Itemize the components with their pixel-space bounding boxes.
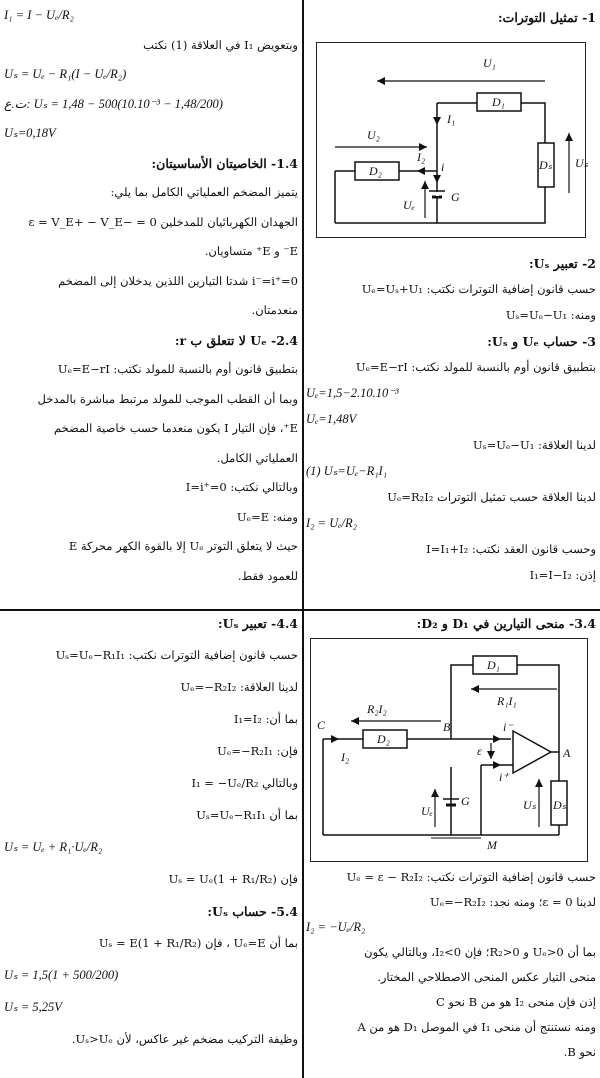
right-top-line: Uₑ=1,5−2.10.10⁻³: [306, 386, 399, 400]
right-top-line: (1) Uₛ=Uₑ−R₁I₁: [306, 464, 388, 478]
right-bottom-column: [306, 614, 596, 1076]
label-d2: D₂: [369, 164, 382, 178]
right-bottom-line: لدينا ε = 0؛ ومنه نجد: Uₑ=−R₂I₂: [430, 895, 596, 909]
left-top-line: Uₛ = Uₑ − R₁(I − Uₑ/R₂): [4, 67, 127, 81]
left-top-line: ومنه: Uₑ=E: [236, 509, 298, 524]
left-top-line: وبتعويض I₁ في العلاقة (1) نكتب: [143, 37, 298, 52]
right-top-line: إذن: I₁=I−I₂: [529, 568, 596, 582]
left-top-line: وبما أن القطب الموجب للمولد مرتبط مباشرة بالمدخل: [37, 391, 298, 406]
c2-label-a: A: [563, 746, 571, 760]
right-bottom-line: منحى التيار عكس المنحى الاصطلاحي المختار.: [377, 970, 596, 984]
c2-label-ue: Uₑ: [421, 804, 433, 818]
c2-label-us: Uₛ: [523, 798, 537, 812]
right-bottom-line: إذن فإن منحى I₂ هو من B نحو C: [435, 995, 596, 1009]
label-d1: D₁: [492, 95, 505, 109]
right-bottom-line: بما أن Uₑ>0 و R₂>0؛ فإن I₂<0، وبالتالي يكون: [364, 945, 596, 959]
left-top-line: 2.4- Uₑ لا تتعلق ب r:: [174, 332, 298, 348]
left-bottom-line: وظيفة التركيب مضخم غير عاكس، لأن Uₛ>Uₑ.: [71, 1032, 298, 1046]
c2-label-r2i2: R₂I₂: [367, 702, 387, 716]
left-top-line: Uₛ=0,18V: [4, 126, 56, 140]
left-top-line: I₁ = I − Uₑ/R₂: [4, 8, 74, 22]
circuit-1-svg: [317, 43, 589, 237]
circuit-diagram-2: [310, 638, 588, 862]
right-top-line: لدينا العلاقة: Uₛ=Uₑ−U₁: [473, 438, 596, 452]
right-top-text: [306, 256, 596, 606]
left-top-line: الجهدان الكهربائيان للمدخلين ε = V_E+ − V_E− = 0: [28, 214, 298, 229]
right-top-column: [306, 4, 596, 606]
label-ue: Uₑ: [403, 198, 415, 212]
c2-label-g: G: [461, 794, 470, 808]
c2-label-epsilon: ε: [477, 744, 482, 758]
left-top-line: بتطبيق قانون أوم بالنسبة للمولد نكتب: Uₑ=E−rI: [57, 362, 298, 376]
right-top-line: ومنه: Uₛ=Uₑ−U₁: [505, 308, 596, 322]
left-top-line: ت.ع: Uₛ = 1,48 − 500(10.10⁻³ − 1,48/200): [4, 96, 223, 111]
c2-label-r1i1: R₁I₁: [497, 694, 517, 708]
left-bottom-line: بما أن Uₑ=E ، فإن Uₛ = E(1 + R₁/R₂): [98, 936, 298, 950]
c2-label-i-minus: i⁻: [503, 720, 513, 734]
left-bottom-line: وبالتالي I₁ = −Uₑ/R₂: [191, 776, 298, 790]
right-top-line: لدينا العلاقة حسب تمثيل التوترات Uₑ=R₂I₂: [387, 490, 596, 504]
label-u2: U₂: [367, 128, 380, 142]
left-bottom-line: بما أن Uₛ=Uₑ−R₁I₁: [196, 808, 298, 822]
right-top-line: Uₑ=1,48V: [306, 412, 357, 426]
right-bottom-text: [306, 870, 596, 1076]
label-i: i: [441, 160, 445, 174]
c2-label-d1: D₁: [487, 658, 500, 672]
c2-label-ds: Dₛ: [553, 798, 567, 812]
right-top-line: I₂ = Uₑ/R₂: [306, 516, 357, 530]
c2-label-m: M: [487, 838, 497, 852]
left-top-line: E⁻ و E⁺ متساويان.: [204, 244, 298, 258]
right-top-line: وحسب قانون العقد نكتب: I=I₁+I₂: [426, 542, 596, 556]
left-bottom-line: 5.4- حساب Uₛ:: [207, 904, 298, 919]
right-top-line: 2- تعبير Uₛ:: [528, 256, 596, 271]
circuit-2-svg: [311, 639, 587, 861]
section-title-representation: 1- تمثيل التوترات:: [497, 10, 596, 25]
left-top-line: يتميز المضخم العملياتي الكامل بما يلي:: [110, 185, 298, 199]
c2-label-b: B: [443, 720, 451, 734]
left-top-line: E⁺، فإن التيار I يكون منعدما حسب خاصية المضخم: [53, 421, 298, 435]
label-ds: Dₛ: [539, 158, 553, 172]
left-bottom-line: 4.4- تعبير Uₛ:: [217, 616, 298, 631]
left-bottom-line: بما أن: I₁=I₂: [233, 712, 298, 726]
left-top-column: [4, 4, 298, 606]
right-bottom-line: ومنه نستنتج أن منحى I₁ في الموصل D₁ هو من A: [357, 1020, 596, 1034]
left-top-line: حيث لا يتعلق التوتر Uₑ إلا بالقوة الكهر محركة E: [68, 539, 298, 553]
left-bottom-line: فإن: Uₑ=−R₂I₁: [217, 744, 298, 758]
c2-label-i-plus: i⁺: [499, 770, 509, 784]
label-i1: I₁: [447, 112, 456, 126]
right-bottom-line: حسب قانون إضافية التوترات نكتب: Uₑ = ε − R₂I₂: [346, 870, 596, 884]
left-bottom-line: Uₛ = 5,25V: [4, 1000, 62, 1014]
c2-label-d2: D₂: [377, 732, 390, 746]
column-divider: [302, 0, 304, 1078]
label-us: Uₛ: [575, 156, 589, 170]
section-divider: [0, 609, 600, 611]
right-top-line: 3- حساب Uₑ و Uₛ:: [487, 334, 596, 349]
left-bottom-line: Uₛ = 1,5(1 + 500/200): [4, 968, 119, 982]
left-top-line: منعدمتان.: [251, 303, 298, 317]
left-bottom-line: Uₛ = Uₑ + R₁·Uₑ/R₂: [4, 840, 103, 854]
left-bottom-column: [4, 614, 298, 1076]
label-u1: U₁: [483, 56, 496, 70]
right-bottom-line: نحو B.: [563, 1045, 596, 1059]
label-g: G: [451, 190, 460, 204]
right-bottom-line: I₂ = −Uₑ/R₂: [306, 920, 366, 934]
left-bottom-line: حسب قانون إضافية التوترات نكتب: Uₛ=Uₑ−R₁I₁: [55, 648, 298, 662]
left-bottom-line: لدينا العلاقة: Uₑ=−R₂I₂: [180, 680, 298, 694]
left-bottom-line: فإن Uₛ = Uₑ(1 + R₁/R₂): [168, 872, 298, 886]
right-top-line: بتطبيق قانون أوم بالنسبة للمولد نكتب: Uₑ=E−rI: [355, 360, 596, 374]
left-top-line: العملياتي الكامل.: [216, 450, 298, 465]
c2-label-i2: I₂: [341, 750, 350, 764]
left-top-line: 1.4- الخاصيتان الأساسيتان:: [151, 155, 298, 171]
left-top-line: i⁻=i⁺=0 شدتا التيارين اللذين يدخلان إلى المضخم: [58, 273, 298, 288]
left-top-line: للعمود فقط.: [237, 568, 298, 583]
right-top-line: حسب قانون إضافية التوترات نكتب: Uₑ=Uₛ+U₁: [361, 282, 596, 296]
left-top-line: وبالتالي نكتب: I=i⁺=0: [185, 480, 298, 494]
c2-label-c: C: [317, 718, 326, 732]
circuit-diagram-1: [316, 42, 589, 238]
section-title-current-direction: 3.4- منحى التيارين في D₁ و D₂:: [416, 616, 596, 631]
label-i2: I₂: [417, 150, 426, 164]
